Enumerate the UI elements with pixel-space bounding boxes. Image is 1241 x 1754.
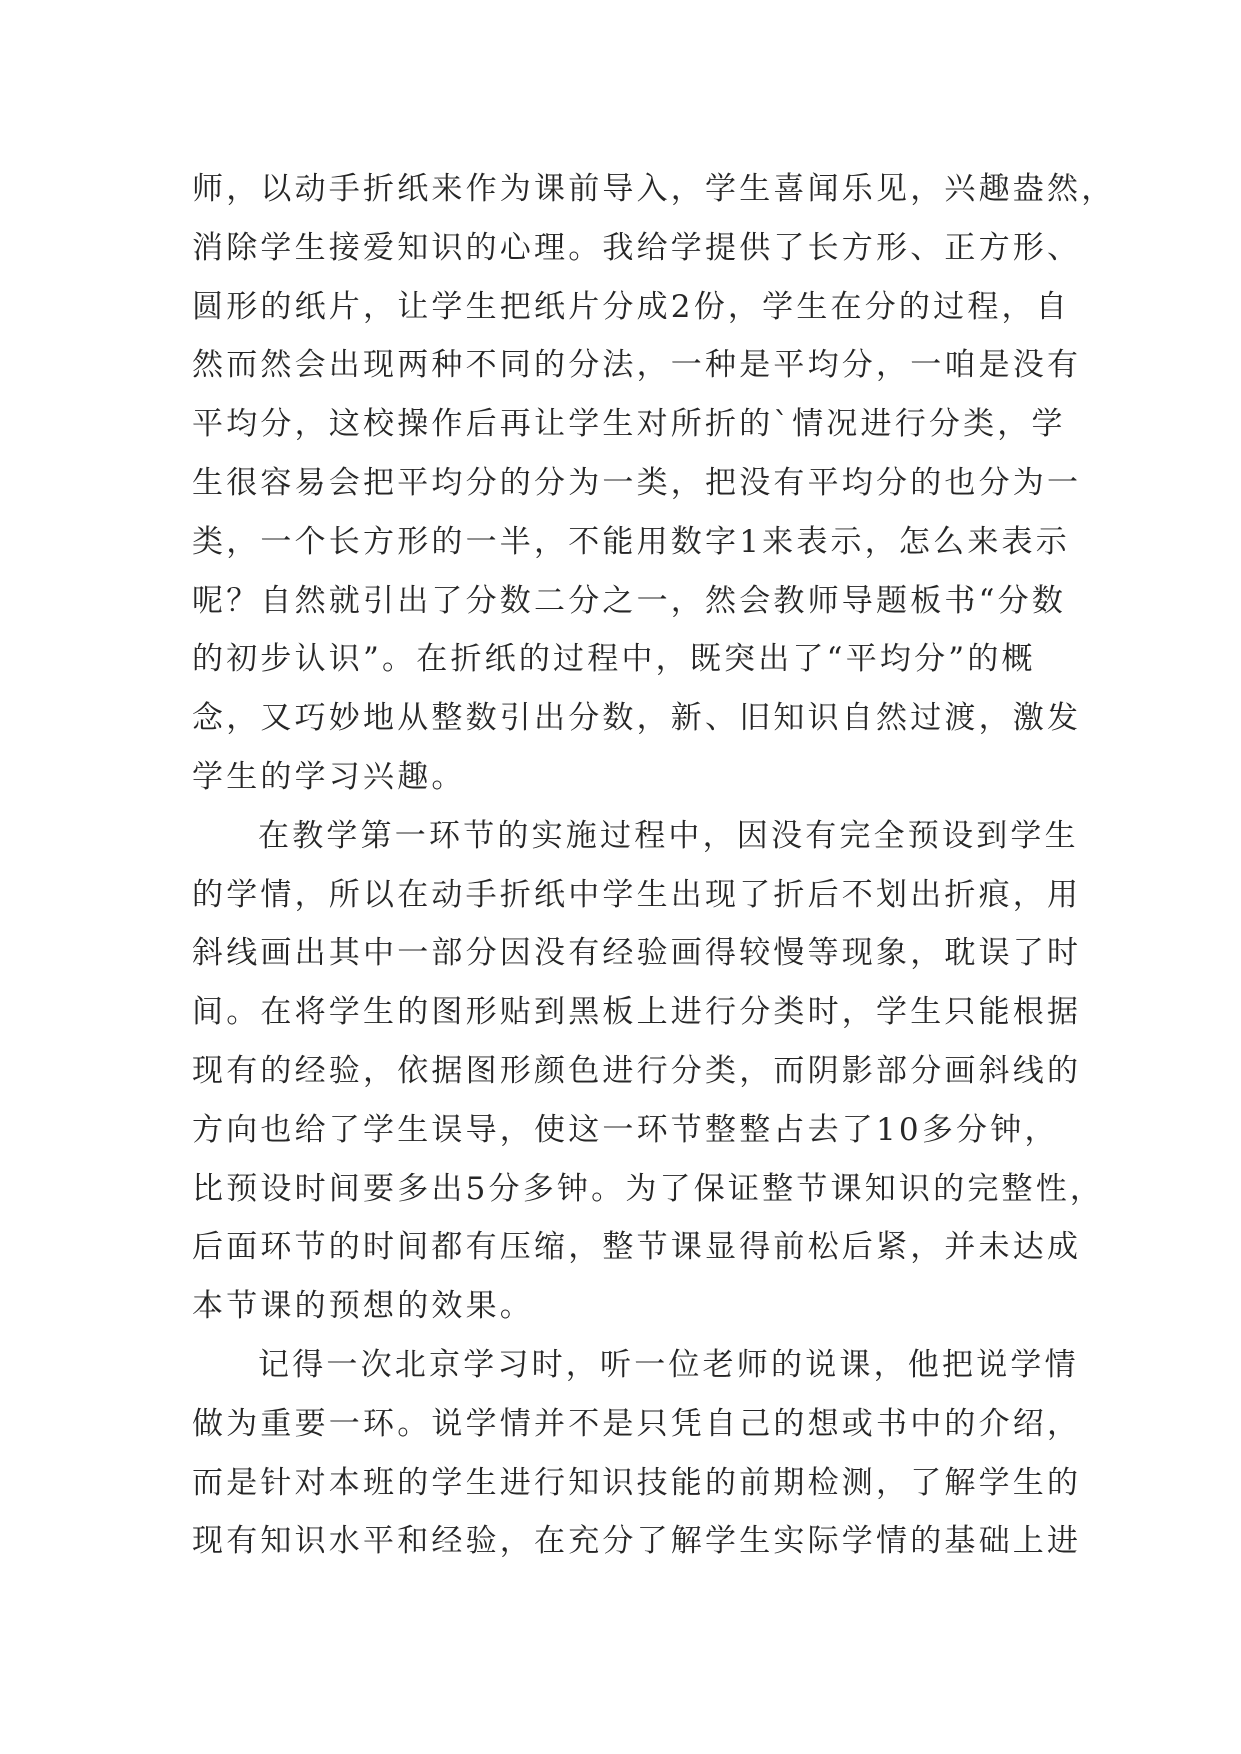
paragraph-3 (192, 1336, 1092, 1571)
paragraph-2 (192, 807, 1105, 1336)
text-line: 方向也给了学生误导，使这一环节整整占去了10多分钟， (192, 1111, 1059, 1148)
text-line: 后面环节的时间都有压缩，整节课显得前松后紧，并未达成 (192, 1229, 1082, 1266)
text-line: 平均分，这校操作后再让学生对所折的`情况进行分类，学 (192, 406, 1066, 443)
text-line: 类，一个长方形的一半，不能用数字1来表示，怎么来表示 (192, 523, 1070, 560)
text-line: 现有知识水平和经验，在充分了解学生实际学情的基础上进 (192, 1523, 1082, 1560)
text-line: 而是针对本班的学生进行知识技能的前期检测，了解学生的 (192, 1464, 1082, 1501)
text-line-first: 记得一次北京学习时，听一位老师的说课，他把说学情 (258, 1346, 1079, 1383)
paragraph-1 (192, 160, 1116, 807)
text-line: 做为重要一环。说学情并不是只凭自己的想或书中的介绍， (192, 1405, 1082, 1442)
text-line: 现有的经验，依据图形颜色进行分类，而阴影部分画斜线的 (192, 1052, 1082, 1089)
text-line: 消除学生接爱知识的心理。我给学提供了长方形、正方形、 (192, 229, 1082, 266)
text-line: 圆形的纸片，让学生把纸片分成2份，学生在分的过程，自 (192, 288, 1070, 325)
text-line: 斜线画出其中一部分因没有经验画得较慢等现象，耽误了时 (192, 935, 1082, 972)
text-line-first: 在教学第一环节的实施过程中，因没有完全预设到学生 (258, 817, 1079, 854)
text-line: 的初步认识”。在折纸的过程中，既突出了“平均分”的概 (192, 641, 1036, 678)
text-line: 本节课的预想的效果。 (192, 1288, 534, 1325)
text-line: 的学情，所以在动手折纸中学生出现了折后不划出折痕，用 (192, 876, 1082, 913)
text-line: 呢？自然就引出了分数二分之一，然会教师导题板书“分数 (192, 582, 1067, 619)
text-line: 比预设时间要多出5分多钟。为了保证整节课知识的完整性， (192, 1170, 1105, 1207)
text-line: 学生的学习兴趣。 (192, 758, 466, 795)
text-line: 师，以动手折纸来作为课前导入，学生喜闻乐见，兴趣盎然， (192, 171, 1116, 207)
document-body (192, 160, 1116, 1571)
text-line: 生很容易会把平均分的分为一类，把没有平均分的也分为一 (192, 464, 1082, 501)
text-line: 间。在将学生的图形贴到黑板上进行分类时，学生只能根据 (192, 994, 1082, 1031)
text-line: 然而然会出现两种不同的分法，一种是平均分，一咱是没有 (192, 347, 1082, 384)
text-line: 念，又巧妙地从整数引出分数，新、旧知识自然过渡，激发 (192, 700, 1082, 737)
